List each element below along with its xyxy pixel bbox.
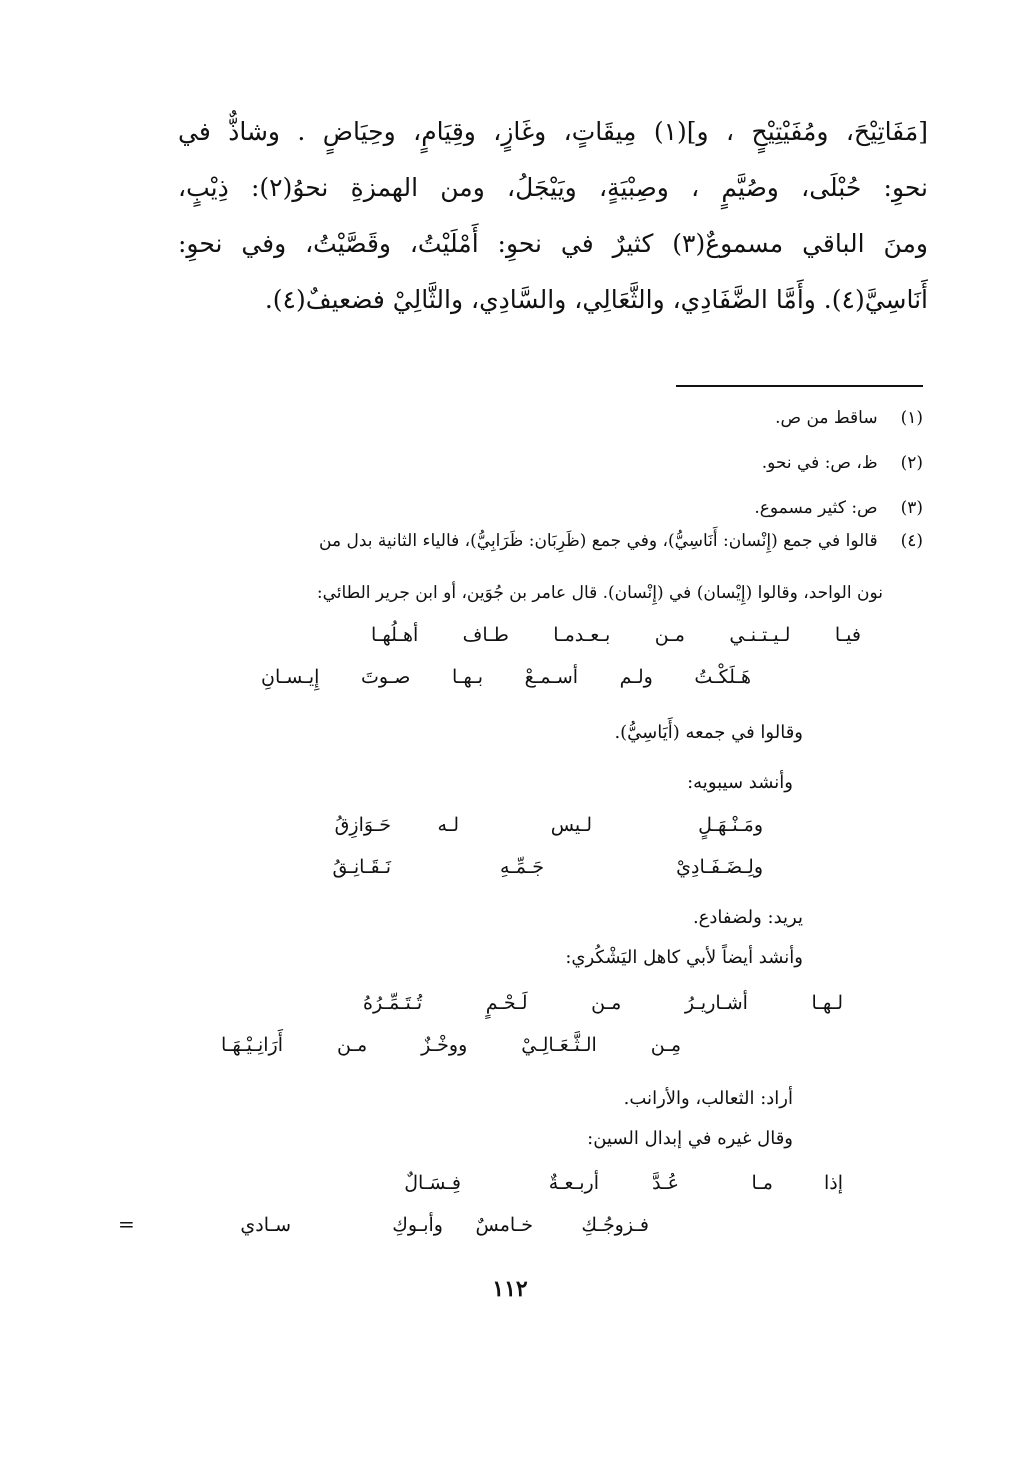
verse-2-word: حَـوَازِقُ [334,814,391,836]
verse-2-word: لـه [437,814,459,836]
verse-2-word: جَـمِّـهِ [499,856,544,878]
verse-4-word: مـا [751,1172,773,1194]
footnote-4-continuation: نون الواحد، وقالوا (إِيْسان) في (إِنْسان). قال عامر بن جُوَين، أو ابن جرير الطائي: [316,583,883,603]
footnote-text: قالوا في جمع (إِنْسان: أَنَاسِيُّ)، وفي جمع (ظَرِبَان: ظَرَابِيُّ)، فالياء الثانية بدل من [319,531,878,551]
yurid-note: يريد: ولضفادع. [692,907,803,928]
main-text-line: [مَفَاتِيْحَ، ومُفَيْتِيْحٍ ، و](١) مِيقَاتٍ، وغَازٍ، وقِيَامٍ، وحِيَاضٍ . وشاذٌّ في [178,117,928,146]
verse-2-word: ومَـنْـهَـلٍ [698,814,763,836]
verse-1-first-hemistich: فيـا لـيـتـنـي مـن بـعـدمـا طـاف أهـلُهـا [371,624,861,646]
footnote-text: ص: كثير مسموع. [754,498,878,518]
ghayruhu-note: وقال غيره في إبدال السين: [587,1128,793,1149]
verse-4-word: عُـدَّ [652,1172,679,1194]
footnote-separator [676,385,923,387]
plural-note: وقالوا في جمعه (أَيَاسِيُّ). [614,722,803,743]
footnote-text: ساقط من ص. [775,408,878,428]
verse-4-word: سـادي [240,1214,291,1236]
verse-3-first-hemistich: لـهـا أشـاريـرُ مـن لَـحْـمٍ تُـتَـمِّـرُهُ [363,992,843,1014]
footnote-2 [762,450,923,476]
arad-note: أراد: الثعالب، والأرانب. [623,1088,793,1109]
verse-2-word: نَـقَـانِـقُ [332,856,391,878]
sibawayh-note: وأنشد سيبويه: [687,772,793,793]
footnote-text: ظ، ص: في نحو. [761,453,878,473]
footnote-number: (٣) [900,498,923,518]
verse-4-word: إذا [823,1172,843,1194]
footnote-3 [754,495,923,521]
verse-4-word: خـامسٌ [475,1214,533,1236]
main-text-line: نحوِ: حُبْلَى، وصُيَّمٍ ، وصِبْيَةٍ، ويَيْجَلُ، ومن الهمزةِ نحوُ(٢): ذِيْبٍ، [178,173,928,202]
verse-4-word: وأبـوكِ [392,1214,443,1236]
footnote-1 [775,405,923,431]
verse-1-second-hemistich: هَـلَكْـتُ ولـم أسـمـعْ بـهـا صـوتَ إِيـسـانِ [261,666,751,688]
footnote-4 [319,528,923,554]
verse-3-second-hemistich: مِـن الـثَّـعَـالِـيْ ووخْـزٌ مـن أَرَانِـيْـهَـا [221,1034,681,1056]
verse-4-word: فـزوجُـكِ [581,1214,649,1236]
footnote-number: (٢) [900,453,923,473]
abi-kahil-note: وأنشد أيضاً لأبي كاهل اليَشْكُري: [565,947,803,968]
verse-4-word: فِـسَـالٌ [404,1172,461,1194]
verse-2-word: لـيس [550,814,592,836]
verse-2-word: ولِـضَـفَـادِيْ [676,856,763,878]
page-number: ١١٢ [492,1276,528,1302]
main-text [178,104,928,328]
footnote-number: (١) [900,408,923,428]
main-text-line: ومنَ الباقي مسموعٌ(٣) كثيرٌ في نحوِ: أَمْلَيْتُ، وقَصَّيْتُ، وفي نحوِ: [178,229,928,258]
verse-4-word: أربـعـةٌ [548,1172,599,1194]
continuation-mark: = [118,1212,135,1236]
main-text-line: أَنَاسِيَّ(٤). وأَمَّا الضَّفَادِي، والثَّعَالِي، والسَّادِي، والثَّالِيْ فضعيفٌ(٤). [264,285,928,314]
footnote-number: (٤) [900,531,923,551]
